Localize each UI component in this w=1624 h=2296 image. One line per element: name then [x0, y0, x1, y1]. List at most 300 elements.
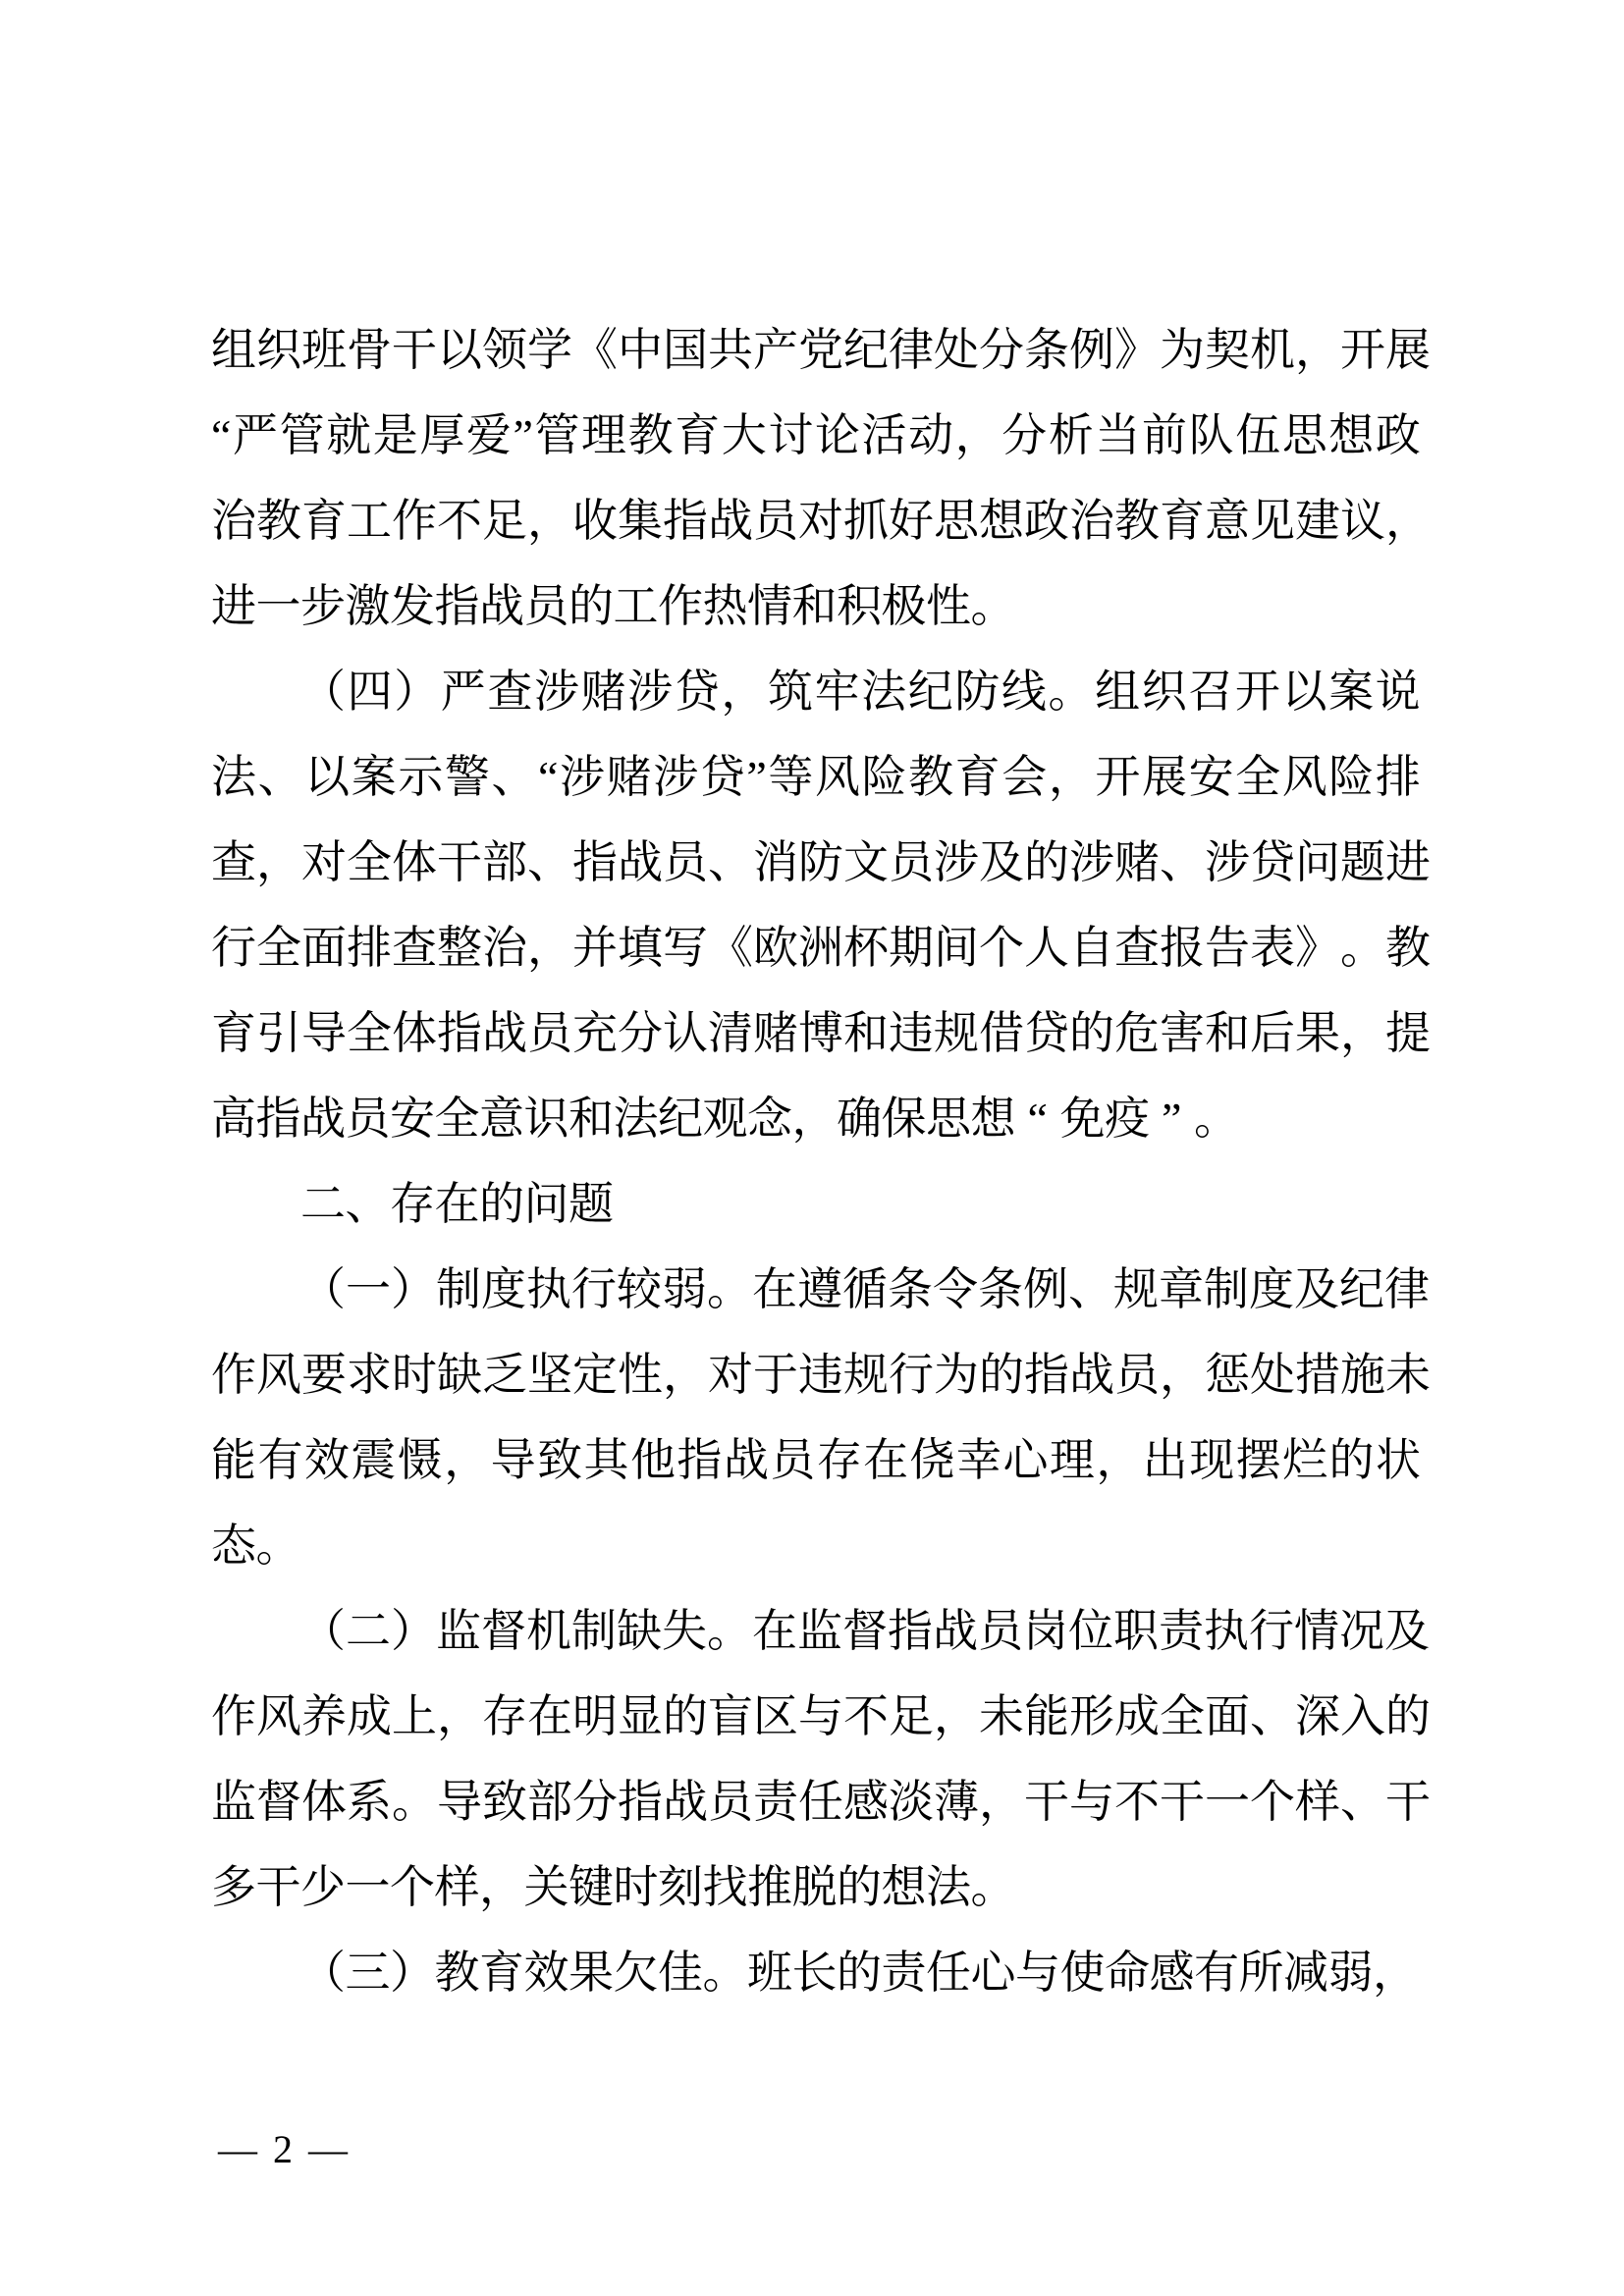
character: 。 — [702, 1948, 748, 1998]
character: 律 — [1384, 1264, 1430, 1314]
character: 风 — [256, 1350, 301, 1400]
character: ， — [934, 1691, 979, 1741]
character: 育 — [675, 410, 721, 460]
character: 致 — [482, 1777, 527, 1827]
character: 入 — [1340, 1691, 1385, 1741]
character: 违 — [889, 1008, 934, 1058]
character: 处 — [1250, 1350, 1295, 1400]
character: 涉 — [1205, 837, 1250, 887]
character: 部 — [482, 837, 527, 887]
character: 理 — [1049, 1435, 1095, 1485]
character: 令 — [933, 1264, 978, 1314]
character: 队 — [1188, 410, 1234, 460]
character: 想 — [881, 1862, 927, 1912]
character: 部 — [527, 1777, 572, 1827]
character: 关 — [523, 1862, 569, 1912]
character: 《 — [572, 325, 618, 375]
character: 有 — [1194, 1948, 1239, 1998]
character: 借 — [979, 1008, 1024, 1058]
character: 效 — [523, 1948, 569, 1998]
character: 果 — [568, 1948, 614, 1998]
character: 赌 — [753, 1008, 798, 1058]
character: 为 — [1160, 325, 1205, 375]
character: 的 — [1328, 1435, 1375, 1485]
character: 中 — [618, 325, 663, 375]
character: 战 — [708, 496, 753, 546]
character: 减 — [1283, 1948, 1328, 1998]
text-line — [211, 307, 1431, 393]
character: 以 — [304, 752, 351, 802]
character: 涉 — [653, 752, 699, 802]
character: 写 — [663, 923, 708, 973]
character: 心 — [970, 1948, 1016, 1998]
character: 幸 — [956, 1435, 1001, 1485]
character: 制 — [1204, 1264, 1249, 1314]
character: （ — [300, 667, 346, 717]
character: 指 — [255, 1094, 301, 1144]
character: 、 — [1250, 1691, 1295, 1741]
character: 涉 — [560, 752, 606, 802]
character: 就 — [326, 410, 372, 460]
character: 定 — [572, 1350, 618, 1400]
character: 养 — [301, 1691, 347, 1741]
character: 消 — [753, 837, 798, 887]
character: 组 — [211, 325, 256, 375]
character: 赌 — [580, 667, 626, 717]
character: 果 — [1295, 1008, 1340, 1058]
character: 。 — [970, 1862, 1016, 1912]
character: 条 — [1024, 325, 1069, 375]
character: 震 — [351, 1435, 397, 1485]
character: 键 — [568, 1862, 614, 1912]
character: 违 — [798, 1350, 843, 1400]
character: 人 — [1024, 923, 1069, 973]
character: 议 — [1340, 496, 1385, 546]
text-line — [211, 563, 1421, 649]
text-line — [211, 1417, 1421, 1503]
character: 条 — [978, 1264, 1023, 1314]
character: 安 — [390, 1094, 435, 1144]
character: 厚 — [419, 410, 465, 460]
character: 分 — [1001, 410, 1048, 460]
character: 》 — [1295, 923, 1340, 973]
character: 期 — [889, 923, 934, 973]
character: “ — [1027, 1094, 1048, 1144]
character: 的 — [479, 1179, 524, 1229]
character: 分 — [979, 325, 1024, 375]
character: 全 — [347, 1008, 392, 1058]
character: 纪 — [843, 325, 889, 375]
character: 一 — [1205, 1777, 1250, 1827]
character: 在 — [752, 1264, 797, 1314]
text-line — [211, 734, 1421, 820]
character: 执 — [1204, 1606, 1249, 1656]
character: 教 — [256, 496, 301, 546]
character: 安 — [1188, 752, 1234, 802]
character: 领 — [482, 325, 527, 375]
character: 工 — [347, 496, 392, 546]
character: 、 — [1068, 1264, 1113, 1314]
text-line — [211, 1844, 1421, 1930]
character: 在 — [752, 1606, 797, 1656]
character: （ — [300, 1264, 346, 1314]
character: 样 — [1295, 1777, 1340, 1827]
character: 治 — [1069, 496, 1114, 546]
character: 淡 — [889, 1777, 934, 1827]
character: 成 — [347, 1691, 392, 1741]
text-line — [211, 905, 1431, 990]
character: 查 — [211, 837, 256, 887]
character: 干 — [255, 1862, 301, 1912]
character: 任 — [926, 1948, 971, 1998]
character: ” — [1162, 1094, 1182, 1144]
character: 以 — [1281, 667, 1327, 717]
character: 成 — [1114, 1691, 1160, 1741]
character: 严 — [440, 667, 486, 717]
character: 欧 — [753, 923, 798, 973]
character: 例 — [1023, 1264, 1068, 1314]
character: （ — [300, 1948, 346, 1998]
character: 一 — [255, 581, 301, 631]
character: 论 — [814, 410, 860, 460]
character: 博 — [798, 1008, 843, 1058]
character: 动 — [908, 410, 954, 460]
character: 查 — [487, 667, 533, 717]
character: 填 — [618, 923, 663, 973]
character: 的 — [979, 1350, 1024, 1400]
character: 贷 — [699, 752, 745, 802]
character: 员 — [345, 1094, 391, 1144]
character: 区 — [753, 1691, 798, 1741]
character: 、 — [345, 1179, 391, 1229]
character: 与 — [798, 1691, 843, 1741]
character: 在 — [434, 1179, 480, 1229]
character: 管 — [279, 410, 325, 460]
character: 。 — [1048, 667, 1094, 717]
character: 处 — [934, 325, 979, 375]
character: 示 — [398, 752, 444, 802]
character: ， — [663, 1350, 708, 1400]
character: 展 — [1385, 325, 1431, 375]
character: ， — [256, 837, 301, 887]
character: 契 — [1205, 325, 1250, 375]
character: 刻 — [658, 1862, 703, 1912]
character: 未 — [1385, 1350, 1431, 1400]
character: 涉 — [533, 667, 579, 717]
character: 治 — [211, 496, 256, 546]
character: 能 — [1024, 1691, 1069, 1741]
text-line — [211, 1588, 1430, 1674]
character: 形 — [1069, 1691, 1114, 1741]
character: 态 — [211, 1521, 256, 1571]
character: 风 — [256, 1691, 301, 1741]
character: 想 — [1328, 410, 1375, 460]
character: 自 — [1069, 923, 1114, 973]
character: 是 — [372, 410, 418, 460]
character: 。 — [970, 581, 1016, 631]
character: 战 — [1069, 1350, 1114, 1400]
character: 员 — [523, 581, 569, 631]
character: 上 — [392, 1691, 437, 1741]
character: 免 — [1059, 1094, 1106, 1144]
character: 干 — [1024, 1777, 1069, 1827]
character: 干 — [437, 837, 482, 887]
character: 指 — [888, 1606, 933, 1656]
character: 求 — [347, 1350, 392, 1400]
character: ， — [1373, 1948, 1418, 1998]
character: 员 — [770, 1435, 816, 1485]
character: 惩 — [1205, 1350, 1250, 1400]
character: 、 — [1160, 837, 1205, 887]
character: 。 — [1194, 1094, 1239, 1144]
character: 法 — [613, 1094, 659, 1144]
character: 说 — [1375, 667, 1421, 717]
character: （ — [300, 1606, 346, 1656]
character: 心 — [1002, 1435, 1049, 1485]
character: 与 — [1069, 1777, 1114, 1827]
character: 有 — [257, 1435, 303, 1485]
character: 大 — [721, 410, 767, 460]
character: 战 — [479, 581, 524, 631]
character: 进 — [1385, 837, 1431, 887]
character: ， — [1160, 1350, 1205, 1400]
character: 。 — [707, 1264, 752, 1314]
character: 员 — [889, 837, 934, 887]
character: 抓 — [843, 496, 889, 546]
character: ， — [721, 667, 767, 717]
character: 。 — [392, 1777, 437, 1827]
character: ” — [746, 752, 767, 802]
character: 对 — [798, 496, 843, 546]
character: 想 — [970, 1094, 1016, 1144]
character: 分 — [618, 1008, 663, 1058]
character: 赌 — [1114, 837, 1160, 887]
character: 的 — [568, 581, 614, 631]
character: 贷 — [674, 667, 720, 717]
character: 提 — [1385, 1008, 1431, 1058]
character: 思 — [926, 1094, 971, 1144]
character: 措 — [1295, 1350, 1340, 1400]
character: 引 — [256, 1008, 301, 1058]
character: 贷 — [1250, 837, 1295, 887]
character: 存 — [482, 1691, 527, 1741]
character: 监 — [436, 1606, 481, 1656]
character: 教 — [908, 752, 954, 802]
character: 坚 — [527, 1350, 572, 1400]
character: 体 — [392, 837, 437, 887]
character: 战 — [618, 837, 663, 887]
character: 循 — [842, 1264, 888, 1314]
character: 侥 — [909, 1435, 955, 1485]
character: 。 — [255, 1521, 301, 1571]
character: 全 — [1235, 752, 1281, 802]
character: 警 — [444, 752, 490, 802]
character: 个 — [1250, 1777, 1295, 1827]
character: 班 — [301, 325, 347, 375]
character: 治 — [482, 923, 527, 973]
character: 涉 — [1069, 837, 1114, 887]
character: 告 — [1205, 923, 1250, 973]
character: 指 — [663, 496, 708, 546]
character: 以 — [437, 325, 482, 375]
character: 员 — [753, 496, 798, 546]
character: 开 — [1340, 325, 1385, 375]
character: 督 — [481, 1606, 526, 1656]
character: 不 — [437, 496, 482, 546]
character: 所 — [1238, 1948, 1284, 1998]
character: 时 — [613, 1862, 659, 1912]
character: 二 — [346, 1606, 391, 1656]
character: 佳 — [658, 1948, 703, 1998]
character: 对 — [301, 837, 347, 887]
character: 他 — [629, 1435, 676, 1485]
character: 指 — [677, 1435, 723, 1485]
character: 位 — [1068, 1606, 1113, 1656]
character: 全 — [347, 837, 392, 887]
character: 遵 — [797, 1264, 842, 1314]
character: 认 — [663, 1008, 708, 1058]
character: 开 — [1234, 667, 1280, 717]
character: 。 — [707, 1606, 752, 1656]
character: 多 — [211, 1862, 256, 1912]
character: 干 — [1385, 1777, 1431, 1827]
character: 长 — [791, 1948, 838, 1998]
character: 《 — [708, 923, 753, 973]
character: 涉 — [627, 667, 674, 717]
character: 体 — [392, 1008, 437, 1058]
character: 析 — [1048, 410, 1094, 460]
character: 育 — [301, 496, 347, 546]
character: 缺 — [437, 1350, 482, 1400]
character: 慑 — [397, 1435, 443, 1485]
character: 责 — [753, 1777, 798, 1827]
character: 战 — [663, 1777, 708, 1827]
character: 识 — [523, 1094, 569, 1144]
character: 见 — [1250, 496, 1295, 546]
character: 案 — [351, 752, 397, 802]
character: 系 — [347, 1777, 392, 1827]
character: ， — [527, 923, 572, 973]
character: 作 — [211, 1691, 256, 1741]
character: 洲 — [798, 923, 843, 973]
character: 分 — [572, 1777, 618, 1827]
character: 、 — [527, 837, 572, 887]
character: 全 — [434, 1094, 480, 1144]
character: 致 — [537, 1435, 583, 1485]
character: 险 — [1328, 752, 1375, 802]
character: 织 — [256, 325, 301, 375]
character: 作 — [658, 581, 703, 631]
character: 管 — [534, 410, 580, 460]
character: 和 — [568, 1094, 614, 1144]
character: 思 — [934, 496, 979, 546]
character: 能 — [211, 1435, 256, 1485]
character: 章 — [1159, 1264, 1204, 1314]
character: 前 — [1141, 410, 1187, 460]
character: 战 — [300, 1094, 346, 1144]
character: 例 — [1069, 325, 1114, 375]
character: 和 — [843, 1008, 889, 1058]
character: 发 — [390, 581, 435, 631]
character: ， — [1385, 496, 1431, 546]
page-number: — 2 — — [218, 2127, 351, 2171]
text-line — [211, 1332, 1431, 1417]
character: 高 — [211, 1094, 256, 1144]
character: 足 — [889, 1691, 934, 1741]
character: 薄 — [934, 1777, 979, 1827]
character: 战 — [933, 1606, 978, 1656]
character: 的 — [1024, 837, 1069, 887]
character: 三 — [345, 1948, 391, 1998]
character: 不 — [1114, 1777, 1160, 1827]
character: ” — [513, 410, 533, 460]
character: 杯 — [843, 923, 889, 973]
character: 意 — [1205, 496, 1250, 546]
character: 行 — [211, 923, 256, 973]
character: 贷 — [1024, 1008, 1069, 1058]
character: 收 — [572, 496, 618, 546]
character: 会 — [1001, 752, 1048, 802]
character: 员 — [527, 1008, 572, 1058]
character: 爱 — [465, 410, 512, 460]
character: 育 — [954, 752, 1001, 802]
character: 干 — [1160, 1777, 1205, 1827]
character: 极 — [881, 581, 927, 631]
character: 盲 — [708, 1691, 753, 1741]
character: 党 — [798, 325, 843, 375]
character: 及 — [1294, 1264, 1339, 1314]
character: 行 — [571, 1264, 617, 1314]
character: 后 — [1250, 1008, 1295, 1058]
character: 纪 — [1339, 1264, 1384, 1314]
character: 育 — [1160, 496, 1205, 546]
character: 缺 — [617, 1606, 662, 1656]
character: 查 — [392, 923, 437, 973]
character: 集 — [618, 496, 663, 546]
character: 疫 — [1105, 1094, 1150, 1144]
text-line — [211, 1759, 1431, 1844]
character: 产 — [753, 325, 798, 375]
character: 度 — [481, 1264, 526, 1314]
character: 现 — [1189, 1435, 1235, 1485]
character: 一 — [346, 1264, 391, 1314]
character: ， — [954, 410, 1001, 460]
character: 共 — [708, 325, 753, 375]
character: ， — [791, 1094, 838, 1144]
character: 步 — [300, 581, 346, 631]
character: 机 — [526, 1606, 571, 1656]
character: 感 — [843, 1777, 889, 1827]
character: 和 — [791, 581, 838, 631]
character: 导 — [437, 1777, 482, 1827]
character: 摆 — [1235, 1435, 1281, 1485]
character: 保 — [881, 1094, 927, 1144]
character: “ — [538, 752, 559, 802]
character: 激 — [345, 581, 391, 631]
character: 风 — [1281, 752, 1327, 802]
character: 进 — [211, 581, 256, 631]
character: ， — [437, 1691, 482, 1741]
character: 的 — [837, 1862, 882, 1912]
character: 指 — [437, 1008, 482, 1058]
character: 。 — [1340, 923, 1385, 973]
character: 督 — [256, 1777, 301, 1827]
character: 乏 — [482, 1350, 527, 1400]
character: 法 — [926, 1862, 971, 1912]
character: 导 — [301, 1008, 347, 1058]
character: 在 — [863, 1435, 909, 1485]
character: ） — [394, 667, 440, 717]
